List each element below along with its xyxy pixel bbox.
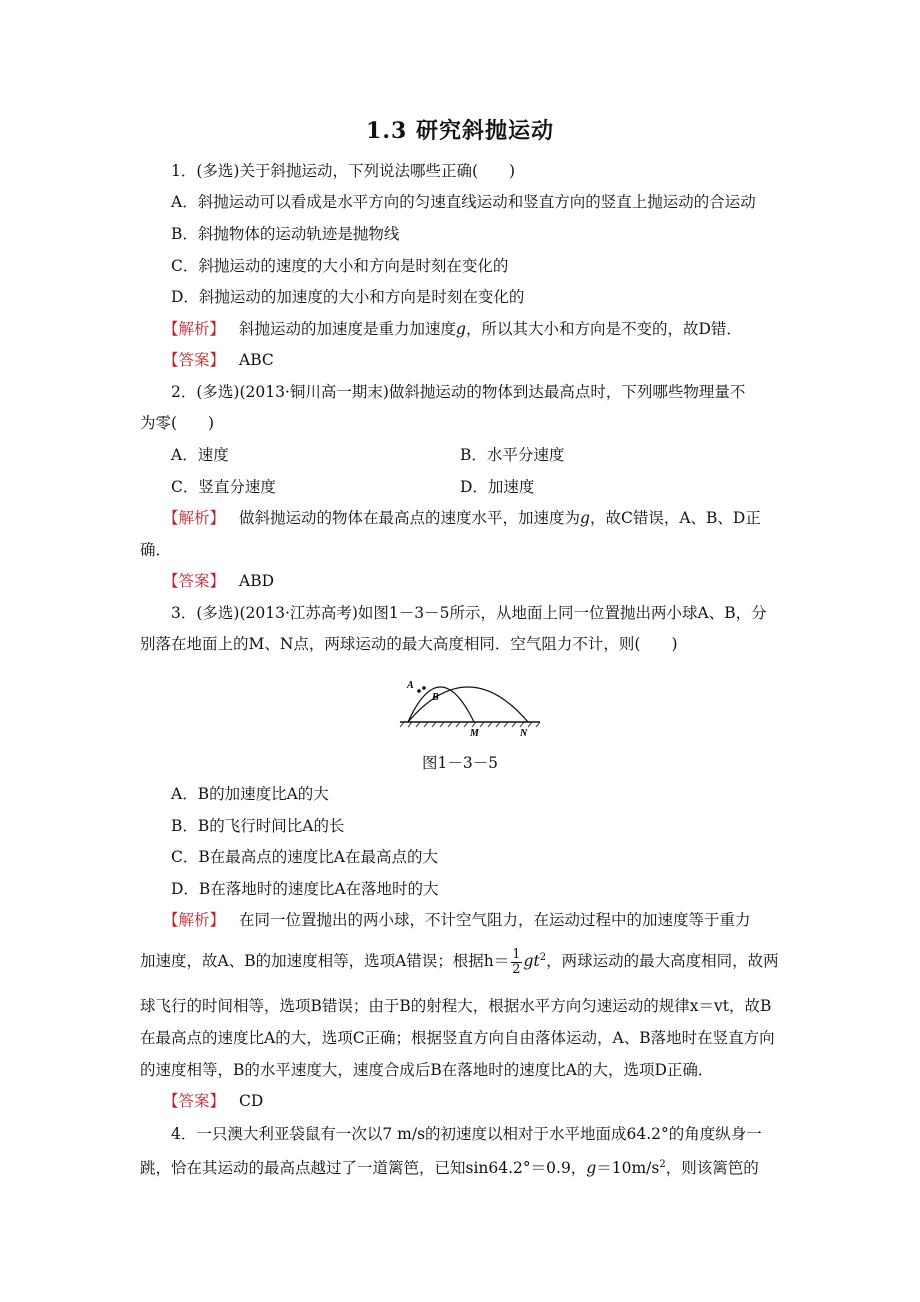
q3-analysis-line2 [140,947,779,977]
analysis-tag: 【解析】 [163,320,226,338]
q1-analysis-g: g [456,320,466,338]
q3-formula-gt: gt [523,952,540,971]
q2-option-d: D．加速度 [460,478,535,496]
fraction-denominator: 2 [512,961,521,977]
q3-analysis-text-2a: 加速度，故A、B的加速度相等，选项A错误；根据h＝ [140,952,510,971]
q3-answer [163,1090,263,1112]
q2-answer-value: ABD [239,572,275,590]
q1-option-c: C．斜抛运动的速度的大小和方向是时刻在变化的 [171,257,509,275]
q3-option-b: B．B的飞行时间比A的长 [171,817,345,835]
q3-answer-value: CD [239,1092,264,1110]
q2-stem-line1: 2．(多选)(2013·铜川高一期末)做斜抛运动的物体到达最高点时，下列哪些物理量不 [171,383,746,401]
q3-option-a: A．B的加速度比A的大 [171,785,329,803]
q1-answer [163,349,274,371]
trajectory-b [408,687,528,722]
q4-stem-text: 跳，恰在其运动的最高点越过了一道篱笆，已知sin64.2°＝0.9， [140,1159,587,1178]
analysis-tag: 【解析】 [163,509,226,527]
page-title: 1.3 研究斜抛运动 [366,118,554,144]
ground-hatching [400,722,540,727]
q3-analysis-line5: 的速度相等，B的水平速度大，速度合成后B在落地时的速度比A的大，选项D正确． [140,1061,714,1079]
q1-option-b: B．斜抛物体的运动轨迹是抛物线 [171,225,400,243]
q2-stem-line2: 为零( ) [140,414,215,432]
analysis-tag: 【解析】 [163,911,226,929]
label-n: N [520,728,528,739]
q3-analysis-line3: 球飞行的时间相等，选项B错误；由于B的射程大，根据水平方向匀速运动的规律x＝vt，故B [140,997,772,1015]
label-a: A [407,680,414,691]
label-m: M [470,728,479,739]
q3-analysis [163,909,751,931]
q2-answer [163,570,274,592]
label-b: B [432,692,439,703]
q2-analysis-text-2: ，故C错误，A、B、D正 [589,509,761,527]
q4-stem-g: g [586,1159,597,1178]
q1-option-a: A．斜抛运动可以看成是水平方向的匀速直线运动和竖直方向的竖直上抛运动的合运动 [171,193,756,211]
q4-stem-line1: 4．一只澳大利亚袋鼠有一次以7 m/s的初速度以相对于水平地面成64.2°的角度纵身一 [171,1125,762,1143]
q1-option-d: D．斜抛运动的加速度的大小和方向是时刻在变化的 [171,288,525,306]
q4-stem-line2 [140,1154,759,1179]
figure-caption: 图1－3－5 [421,754,499,772]
q2-analysis-line2: 确． [140,541,172,559]
q3-option-c: C．B在最高点的速度比A在最高点的大 [171,848,438,866]
q3-formula-exponent: 2 [539,952,547,963]
q3-option-d: D．B在落地时的速度比A在落地时的大 [171,880,439,898]
ball-a [417,689,421,693]
q3-analysis-line4: 在最高点的速度比A的大，选项C正确；根据竖直方向自由落体运动，A、B落地时在竖直方向 [140,1029,775,1047]
q3-analysis-text: 在同一位置抛出的两小球，不计空气阻力，在运动过程中的加速度等于重力 [239,911,751,929]
q1-analysis-text-2: ，所以其大小和方向是不变的，故D错． [465,320,742,338]
q4-stem-exponent: 2 [659,1159,666,1170]
q2-option-a: A．速度 [171,446,229,464]
q2-option-b: B．水平分速度 [460,446,565,464]
q1-analysis [163,318,742,340]
q3-stem-line2: 别落在地面上的M、N点，两球运动的最大高度相同．空气阻力不计，则( ) [140,635,678,653]
q4-stem-text-2: ＝10m/s [596,1159,660,1178]
fraction-numerator: 1 [512,946,521,962]
trajectory-figure [398,664,542,742]
answer-tag: 【答案】 [163,1092,226,1110]
q4-stem-text-3: ，则该篱笆的 [665,1159,759,1178]
q3-analysis-text-2c: ，两球运动的最大高度相同，故两 [546,952,779,971]
q1-stem: 1．(多选)关于斜抛运动，下列说法哪些正确( ) [171,162,516,180]
q2-analysis-text: 做斜抛运动的物体在最高点的速度水平，加速度为 [239,509,581,527]
q2-analysis-g: g [580,509,590,527]
q1-analysis-text: 斜抛运动的加速度是重力加速度 [239,320,457,338]
q2-option-c: C．竖直分速度 [171,478,276,496]
answer-tag: 【答案】 [163,572,226,590]
q3-stem-line1: 3．(多选)(2013·江苏高考)如图1－3－5所示，从地面上同一位置抛出两小球A、B，分 [171,604,767,622]
q2-analysis [163,507,761,529]
q1-answer-value: ABC [239,351,274,369]
ball-b [422,686,426,690]
fraction-one-half [511,948,521,977]
answer-tag: 【答案】 [163,351,226,369]
